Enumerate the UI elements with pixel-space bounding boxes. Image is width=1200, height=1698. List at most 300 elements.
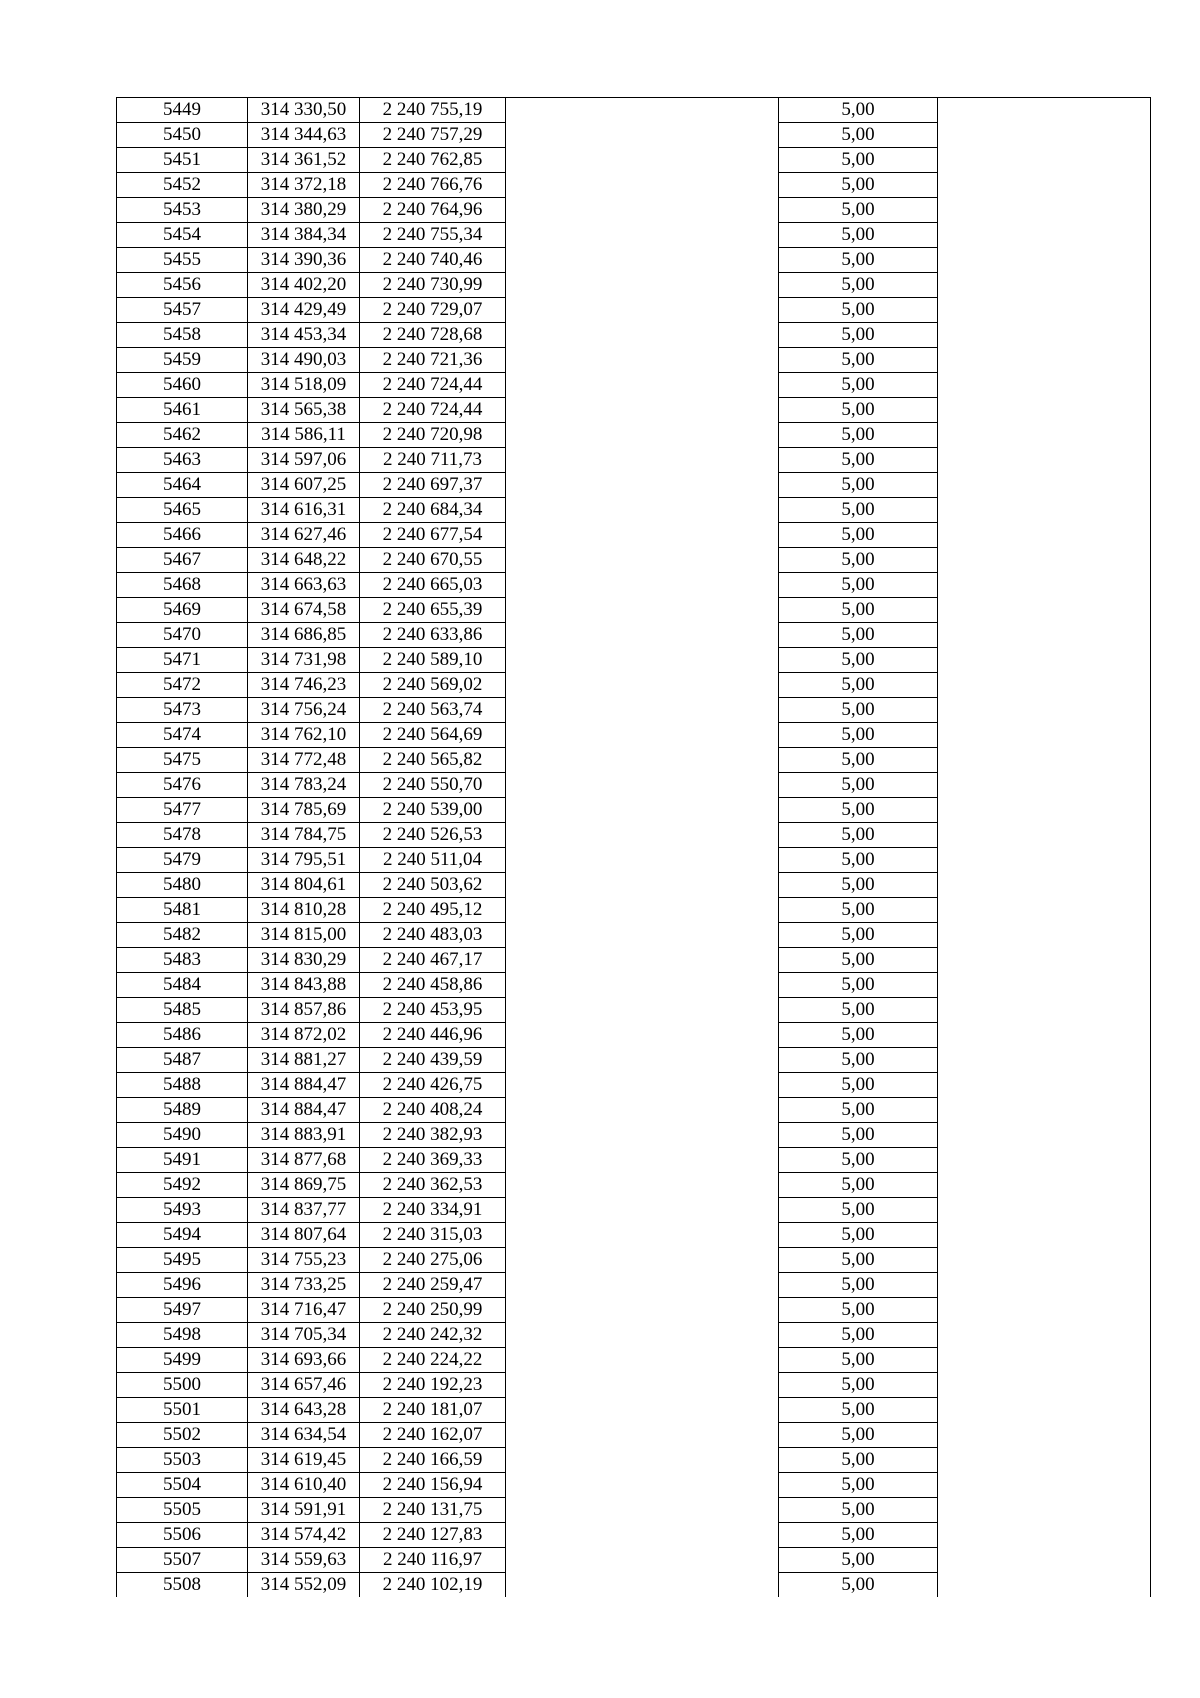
point-number-cell: 5475 (117, 748, 248, 773)
point-number-cell: 5454 (117, 223, 248, 248)
y-coordinate-cell: 2 240 439,59 (360, 1048, 506, 1073)
x-coordinate-cell: 314 783,24 (248, 773, 360, 798)
empty-cell (506, 1323, 779, 1348)
empty-cell (506, 1548, 779, 1573)
y-coordinate-cell: 2 240 633,86 (360, 623, 506, 648)
y-coordinate-cell: 2 240 483,03 (360, 923, 506, 948)
table-row (117, 998, 1151, 1023)
empty-cell (938, 623, 1151, 648)
x-coordinate-cell: 314 565,38 (248, 398, 360, 423)
point-number-cell: 5451 (117, 148, 248, 173)
x-coordinate-cell: 314 705,34 (248, 1323, 360, 1348)
x-coordinate-cell: 314 755,23 (248, 1248, 360, 1273)
empty-cell (938, 848, 1151, 873)
table-row (117, 198, 1151, 223)
empty-cell (506, 923, 779, 948)
empty-cell (938, 648, 1151, 673)
y-coordinate-cell: 2 240 565,82 (360, 748, 506, 773)
accuracy-cell: 5,00 (779, 873, 938, 898)
x-coordinate-cell: 314 762,10 (248, 723, 360, 748)
y-coordinate-cell: 2 240 711,73 (360, 448, 506, 473)
table-row (117, 1473, 1151, 1498)
x-coordinate-cell: 314 627,46 (248, 523, 360, 548)
x-coordinate-cell: 314 643,28 (248, 1398, 360, 1423)
table-row (117, 973, 1151, 998)
y-coordinate-cell: 2 240 408,24 (360, 1098, 506, 1123)
accuracy-cell: 5,00 (779, 773, 938, 798)
empty-cell (938, 873, 1151, 898)
point-number-cell: 5492 (117, 1173, 248, 1198)
point-number-cell: 5498 (117, 1323, 248, 1348)
empty-cell (938, 973, 1151, 998)
empty-cell (506, 573, 779, 598)
empty-cell (506, 648, 779, 673)
x-coordinate-cell: 314 785,69 (248, 798, 360, 823)
y-coordinate-cell: 2 240 720,98 (360, 423, 506, 448)
empty-cell (506, 1148, 779, 1173)
table-row (117, 1323, 1151, 1348)
empty-cell (938, 1348, 1151, 1373)
point-number-cell: 5501 (117, 1398, 248, 1423)
empty-cell (938, 473, 1151, 498)
point-number-cell: 5461 (117, 398, 248, 423)
x-coordinate-cell: 314 402,20 (248, 273, 360, 298)
point-number-cell: 5457 (117, 298, 248, 323)
table-row (117, 773, 1151, 798)
x-coordinate-cell: 314 634,54 (248, 1423, 360, 1448)
point-number-cell: 5505 (117, 1498, 248, 1523)
x-coordinate-cell: 314 674,58 (248, 598, 360, 623)
empty-cell (506, 898, 779, 923)
accuracy-cell: 5,00 (779, 1573, 938, 1598)
table-row (117, 1098, 1151, 1123)
point-number-cell: 5502 (117, 1423, 248, 1448)
table-row (117, 423, 1151, 448)
point-number-cell: 5499 (117, 1348, 248, 1373)
x-coordinate-cell: 314 693,66 (248, 1348, 360, 1373)
accuracy-cell: 5,00 (779, 373, 938, 398)
accuracy-cell: 5,00 (779, 848, 938, 873)
empty-cell (506, 1398, 779, 1423)
point-number-cell: 5473 (117, 698, 248, 723)
y-coordinate-cell: 2 240 181,07 (360, 1398, 506, 1423)
x-coordinate-cell: 314 390,36 (248, 248, 360, 273)
empty-cell (938, 423, 1151, 448)
point-number-cell: 5477 (117, 798, 248, 823)
x-coordinate-cell: 314 872,02 (248, 1023, 360, 1048)
table-row (117, 1423, 1151, 1448)
point-number-cell: 5450 (117, 123, 248, 148)
table-row (117, 923, 1151, 948)
accuracy-cell: 5,00 (779, 323, 938, 348)
empty-cell (938, 248, 1151, 273)
x-coordinate-cell: 314 616,31 (248, 498, 360, 523)
empty-cell (938, 448, 1151, 473)
y-coordinate-cell: 2 240 755,19 (360, 98, 506, 123)
y-coordinate-cell: 2 240 511,04 (360, 848, 506, 873)
empty-cell (506, 798, 779, 823)
x-coordinate-cell: 314 843,88 (248, 973, 360, 998)
empty-cell (506, 1023, 779, 1048)
point-number-cell: 5467 (117, 548, 248, 573)
empty-cell (506, 1048, 779, 1073)
y-coordinate-cell: 2 240 166,59 (360, 1448, 506, 1473)
empty-cell (938, 1023, 1151, 1048)
empty-cell (938, 548, 1151, 573)
point-number-cell: 5496 (117, 1273, 248, 1298)
table-row (117, 873, 1151, 898)
empty-cell (506, 373, 779, 398)
point-number-cell: 5455 (117, 248, 248, 273)
y-coordinate-cell: 2 240 564,69 (360, 723, 506, 748)
point-number-cell: 5495 (117, 1248, 248, 1273)
x-coordinate-cell: 314 883,91 (248, 1123, 360, 1148)
empty-cell (506, 623, 779, 648)
x-coordinate-cell: 314 344,63 (248, 123, 360, 148)
point-number-cell: 5456 (117, 273, 248, 298)
empty-cell (938, 123, 1151, 148)
x-coordinate-cell: 314 795,51 (248, 848, 360, 873)
empty-cell (506, 1373, 779, 1398)
table-row (117, 698, 1151, 723)
accuracy-cell: 5,00 (779, 1023, 938, 1048)
empty-cell (938, 173, 1151, 198)
table-row (117, 848, 1151, 873)
accuracy-cell: 5,00 (779, 1548, 938, 1573)
point-number-cell: 5480 (117, 873, 248, 898)
y-coordinate-cell: 2 240 670,55 (360, 548, 506, 573)
x-coordinate-cell: 314 756,24 (248, 698, 360, 723)
table-row (117, 498, 1151, 523)
empty-cell (506, 673, 779, 698)
y-coordinate-cell: 2 240 156,94 (360, 1473, 506, 1498)
empty-cell (938, 1248, 1151, 1273)
x-coordinate-cell: 314 657,46 (248, 1373, 360, 1398)
table-row (117, 1198, 1151, 1223)
point-number-cell: 5483 (117, 948, 248, 973)
point-number-cell: 5484 (117, 973, 248, 998)
point-number-cell: 5452 (117, 173, 248, 198)
empty-cell (506, 223, 779, 248)
table-row (117, 623, 1151, 648)
accuracy-cell: 5,00 (779, 1273, 938, 1298)
y-coordinate-cell: 2 240 589,10 (360, 648, 506, 673)
empty-cell (506, 148, 779, 173)
empty-cell (506, 1473, 779, 1498)
empty-cell (938, 523, 1151, 548)
table-row (117, 1273, 1151, 1298)
empty-cell (506, 698, 779, 723)
accuracy-cell: 5,00 (779, 1098, 938, 1123)
empty-cell (938, 1448, 1151, 1473)
table-row (117, 548, 1151, 573)
point-number-cell: 5469 (117, 598, 248, 623)
x-coordinate-cell: 314 733,25 (248, 1273, 360, 1298)
point-number-cell: 5486 (117, 1023, 248, 1048)
empty-cell (938, 1323, 1151, 1348)
x-coordinate-cell: 314 574,42 (248, 1523, 360, 1548)
y-coordinate-cell: 2 240 192,23 (360, 1373, 506, 1398)
empty-cell (506, 173, 779, 198)
point-number-cell: 5449 (117, 98, 248, 123)
accuracy-cell: 5,00 (779, 1173, 938, 1198)
point-number-cell: 5482 (117, 923, 248, 948)
table-row (117, 598, 1151, 623)
empty-cell (938, 1148, 1151, 1173)
empty-cell (506, 523, 779, 548)
accuracy-cell: 5,00 (779, 173, 938, 198)
x-coordinate-cell: 314 815,00 (248, 923, 360, 948)
empty-cell (938, 373, 1151, 398)
table-row (117, 648, 1151, 673)
accuracy-cell: 5,00 (779, 523, 938, 548)
y-coordinate-cell: 2 240 162,07 (360, 1423, 506, 1448)
point-number-cell: 5464 (117, 473, 248, 498)
table-row (117, 1023, 1151, 1048)
empty-cell (506, 598, 779, 623)
table-row (117, 1048, 1151, 1073)
point-number-cell: 5462 (117, 423, 248, 448)
y-coordinate-cell: 2 240 766,76 (360, 173, 506, 198)
empty-cell (938, 273, 1151, 298)
empty-cell (506, 348, 779, 373)
empty-cell (938, 1423, 1151, 1448)
table-row (117, 1448, 1151, 1473)
accuracy-cell: 5,00 (779, 573, 938, 598)
empty-cell (506, 448, 779, 473)
empty-cell (938, 398, 1151, 423)
point-number-cell: 5472 (117, 673, 248, 698)
y-coordinate-cell: 2 240 526,53 (360, 823, 506, 848)
table-row (117, 398, 1151, 423)
empty-cell (506, 1098, 779, 1123)
empty-cell (938, 1373, 1151, 1398)
accuracy-cell: 5,00 (779, 798, 938, 823)
empty-cell (506, 298, 779, 323)
y-coordinate-cell: 2 240 315,03 (360, 1223, 506, 1248)
empty-cell (938, 1223, 1151, 1248)
y-coordinate-cell: 2 240 467,17 (360, 948, 506, 973)
x-coordinate-cell: 314 663,63 (248, 573, 360, 598)
x-coordinate-cell: 314 804,61 (248, 873, 360, 898)
y-coordinate-cell: 2 240 259,47 (360, 1273, 506, 1298)
empty-cell (938, 948, 1151, 973)
accuracy-cell: 5,00 (779, 198, 938, 223)
accuracy-cell: 5,00 (779, 648, 938, 673)
empty-cell (506, 248, 779, 273)
x-coordinate-cell: 314 610,40 (248, 1473, 360, 1498)
x-coordinate-cell: 314 877,68 (248, 1148, 360, 1173)
x-coordinate-cell: 314 884,47 (248, 1073, 360, 1098)
table-row (117, 1348, 1151, 1373)
table-row (117, 723, 1151, 748)
empty-cell (506, 1223, 779, 1248)
empty-cell (938, 723, 1151, 748)
accuracy-cell: 5,00 (779, 623, 938, 648)
point-number-cell: 5504 (117, 1473, 248, 1498)
accuracy-cell: 5,00 (779, 823, 938, 848)
table-row (117, 248, 1151, 273)
x-coordinate-cell: 314 384,34 (248, 223, 360, 248)
x-coordinate-cell: 314 361,52 (248, 148, 360, 173)
table-row (117, 173, 1151, 198)
accuracy-cell: 5,00 (779, 973, 938, 998)
table-row (117, 1298, 1151, 1323)
empty-cell (938, 1073, 1151, 1098)
empty-cell (506, 1073, 779, 1098)
x-coordinate-cell: 314 591,91 (248, 1498, 360, 1523)
empty-cell (506, 1273, 779, 1298)
coordinates-table-body (117, 98, 1151, 1598)
table-row (117, 798, 1151, 823)
x-coordinate-cell: 314 619,45 (248, 1448, 360, 1473)
x-coordinate-cell: 314 772,48 (248, 748, 360, 773)
empty-cell (506, 848, 779, 873)
empty-cell (938, 1573, 1151, 1598)
y-coordinate-cell: 2 240 728,68 (360, 323, 506, 348)
x-coordinate-cell: 314 857,86 (248, 998, 360, 1023)
accuracy-cell: 5,00 (779, 1223, 938, 1248)
empty-cell (938, 1398, 1151, 1423)
y-coordinate-cell: 2 240 250,99 (360, 1298, 506, 1323)
empty-cell (506, 548, 779, 573)
table-row (117, 673, 1151, 698)
y-coordinate-cell: 2 240 369,33 (360, 1148, 506, 1173)
accuracy-cell: 5,00 (779, 998, 938, 1023)
point-number-cell: 5459 (117, 348, 248, 373)
y-coordinate-cell: 2 240 550,70 (360, 773, 506, 798)
empty-cell (506, 723, 779, 748)
table-row (117, 1398, 1151, 1423)
empty-cell (506, 398, 779, 423)
empty-cell (506, 323, 779, 348)
point-number-cell: 5503 (117, 1448, 248, 1473)
empty-cell (938, 298, 1151, 323)
accuracy-cell: 5,00 (779, 1423, 938, 1448)
accuracy-cell: 5,00 (779, 298, 938, 323)
accuracy-cell: 5,00 (779, 398, 938, 423)
empty-cell (938, 1498, 1151, 1523)
point-number-cell: 5476 (117, 773, 248, 798)
table-row (117, 898, 1151, 923)
accuracy-cell: 5,00 (779, 1523, 938, 1548)
table-row (117, 1373, 1151, 1398)
empty-cell (506, 1173, 779, 1198)
accuracy-cell: 5,00 (779, 723, 938, 748)
accuracy-cell: 5,00 (779, 1148, 938, 1173)
point-number-cell: 5497 (117, 1298, 248, 1323)
table-row (117, 373, 1151, 398)
y-coordinate-cell: 2 240 334,91 (360, 1198, 506, 1223)
empty-cell (938, 923, 1151, 948)
empty-cell (506, 1198, 779, 1223)
empty-cell (938, 823, 1151, 848)
empty-cell (938, 1123, 1151, 1148)
empty-cell (938, 498, 1151, 523)
empty-cell (938, 773, 1151, 798)
point-number-cell: 5493 (117, 1198, 248, 1223)
x-coordinate-cell: 314 518,09 (248, 373, 360, 398)
accuracy-cell: 5,00 (779, 1348, 938, 1373)
x-coordinate-cell: 314 586,11 (248, 423, 360, 448)
table-row (117, 1123, 1151, 1148)
y-coordinate-cell: 2 240 684,34 (360, 498, 506, 523)
y-coordinate-cell: 2 240 721,36 (360, 348, 506, 373)
empty-cell (506, 1248, 779, 1273)
empty-cell (938, 748, 1151, 773)
empty-cell (506, 123, 779, 148)
point-number-cell: 5471 (117, 648, 248, 673)
x-coordinate-cell: 314 731,98 (248, 648, 360, 673)
empty-cell (938, 1523, 1151, 1548)
table-row (117, 323, 1151, 348)
y-coordinate-cell: 2 240 724,44 (360, 398, 506, 423)
table-row (117, 148, 1151, 173)
point-number-cell: 5460 (117, 373, 248, 398)
empty-cell (938, 798, 1151, 823)
accuracy-cell: 5,00 (779, 698, 938, 723)
point-number-cell: 5494 (117, 1223, 248, 1248)
y-coordinate-cell: 2 240 539,00 (360, 798, 506, 823)
empty-cell (506, 98, 779, 123)
y-coordinate-cell: 2 240 665,03 (360, 573, 506, 598)
point-number-cell: 5478 (117, 823, 248, 848)
point-number-cell: 5485 (117, 998, 248, 1023)
empty-cell (506, 498, 779, 523)
point-number-cell: 5468 (117, 573, 248, 598)
empty-cell (506, 273, 779, 298)
table-row (117, 1548, 1151, 1573)
empty-cell (938, 1473, 1151, 1498)
accuracy-cell: 5,00 (779, 1473, 938, 1498)
accuracy-cell: 5,00 (779, 948, 938, 973)
empty-cell (938, 573, 1151, 598)
x-coordinate-cell: 314 746,23 (248, 673, 360, 698)
y-coordinate-cell: 2 240 362,53 (360, 1173, 506, 1198)
accuracy-cell: 5,00 (779, 423, 938, 448)
accuracy-cell: 5,00 (779, 1373, 938, 1398)
y-coordinate-cell: 2 240 563,74 (360, 698, 506, 723)
y-coordinate-cell: 2 240 131,75 (360, 1498, 506, 1523)
empty-cell (938, 1273, 1151, 1298)
empty-cell (506, 1573, 779, 1598)
table-row (117, 448, 1151, 473)
point-number-cell: 5458 (117, 323, 248, 348)
table-row (117, 1073, 1151, 1098)
empty-cell (938, 598, 1151, 623)
point-number-cell: 5481 (117, 898, 248, 923)
table-row (117, 123, 1151, 148)
accuracy-cell: 5,00 (779, 148, 938, 173)
accuracy-cell: 5,00 (779, 673, 938, 698)
point-number-cell: 5465 (117, 498, 248, 523)
point-number-cell: 5507 (117, 1548, 248, 1573)
x-coordinate-cell: 314 330,50 (248, 98, 360, 123)
empty-cell (938, 1298, 1151, 1323)
point-number-cell: 5491 (117, 1148, 248, 1173)
accuracy-cell: 5,00 (779, 1448, 938, 1473)
y-coordinate-cell: 2 240 275,06 (360, 1248, 506, 1273)
empty-cell (938, 1173, 1151, 1198)
y-coordinate-cell: 2 240 677,54 (360, 523, 506, 548)
accuracy-cell: 5,00 (779, 923, 938, 948)
empty-cell (506, 748, 779, 773)
empty-cell (938, 1098, 1151, 1123)
accuracy-cell: 5,00 (779, 1123, 938, 1148)
empty-cell (506, 773, 779, 798)
y-coordinate-cell: 2 240 762,85 (360, 148, 506, 173)
empty-cell (506, 473, 779, 498)
